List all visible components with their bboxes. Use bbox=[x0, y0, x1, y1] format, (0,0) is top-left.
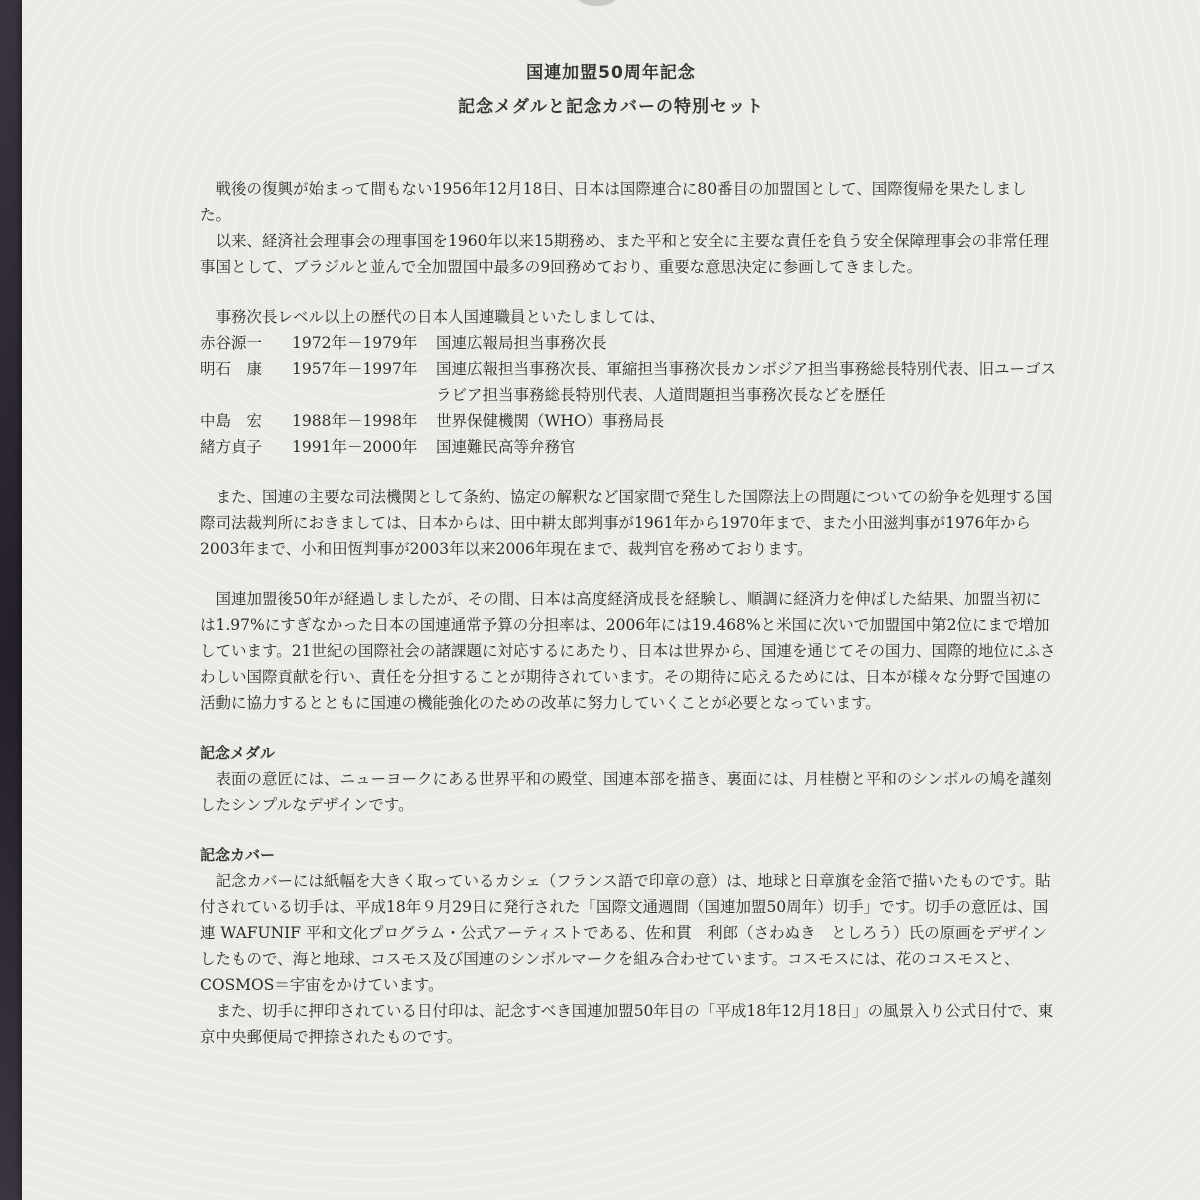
top-edge-mark bbox=[577, 0, 617, 6]
staff-years: 1991年－2000年 bbox=[292, 438, 418, 456]
medal-paragraph: 表面の意匠には、ニューヨークにある世界平和の殿堂、国連本部を描き、裏面には、月桂樹と平和のシンボルの鳩を謹刻したシンプルなデザインです。 bbox=[200, 770, 1052, 814]
staff-role: 国連広報局担当事務次長 bbox=[436, 334, 607, 352]
intro-paragraph-2: 以来、経済社会理事会の理事国を1960年以来15期務め、また平和と安全に主要な責任を負う安全保障理事会の非常任理事国として、ブラジルと並んで全加盟国中最多の9回務めており、重要な意思決定に参画してきました。 bbox=[200, 232, 1050, 276]
staff-years: 1988年－1998年 bbox=[292, 412, 418, 430]
title-line-1: 国連加盟50周年記念 bbox=[526, 63, 696, 83]
document-sheet bbox=[22, 0, 1200, 1200]
staff-years: 1957年－1997年 bbox=[292, 360, 418, 378]
staff-list bbox=[200, 330, 1056, 460]
staff-role: 国連広報担当事務次長、軍縮担当事務次長カンボジア担当事務総長特別代表、旧ユーゴスラビア担当事務総長特別代表、人道問題担当事務次長などを歴任 bbox=[436, 360, 1057, 404]
title-line-2: 記念メダルと記念カバーの特別セット bbox=[458, 97, 764, 117]
medal-heading: 記念メダル bbox=[200, 744, 276, 762]
staff-name: 赤谷源一 bbox=[200, 334, 263, 352]
staff-name: 緒方貞子 bbox=[200, 438, 263, 456]
court-paragraph: また、国連の主要な司法機関として条約、協定の解釈など国家間で発生した国際法上の問題についての紛争を処理する国際司法裁判所におきましては、日本からは、田中耕太郎判事が1961年から1970年まで、また小田滋判事が1976年から2003年まで、小和田恆判事が2003年以来2006年現在まで、裁判官を務めております。 bbox=[200, 488, 1053, 558]
staff-years: 1972年－1979年 bbox=[292, 334, 418, 352]
cover-heading: 記念カバー bbox=[200, 846, 276, 864]
intro-paragraph-1: 戦後の復興が始まって間もない1956年12月18日、日本は国際連合に80番目の加盟国として、国際復帰を果たしました。 bbox=[200, 180, 1027, 224]
document-body bbox=[200, 176, 1056, 1050]
staff-role: 国連難民高等弁務官 bbox=[436, 438, 576, 456]
staff-name: 明石 康 bbox=[200, 360, 263, 378]
staff-name: 中島 宏 bbox=[200, 412, 263, 430]
cover-paragraph-1: 記念カバーには紙幅を大きく取っているカシェ（フランス語で印章の意）は、地球と日章旗を金箔で描いたものです。貼付されている切手は、平成18年９月29日に発行された「国際文通週間（国連加盟50周年）切手」です。切手の意匠は、国連 WAFUNIF 平和文化プログラム・公式アーティストである、佐和貫 利郎（さわぬき としろう）氏の原画をデザインしたもので、海と地球、コスモス及び国連のシンボルマークを組み合わせています。コスモスには、花のコスモスと、COSMOS＝宇宙をかけています。 bbox=[200, 872, 1051, 994]
fifty-years-paragraph: 国連加盟後50年が経過しましたが、その間、日本は高度経済成長を経験し、順調に経済力を伸ばした結果、加盟当初には1.97%にすぎなかった日本の国連通常予算の分担率は、2006年には19.468%と米国に次いで加盟国中第2位にまで増加しています。21世紀の国際社会の諸課題に対応するにあたり、日本は世界から、国連を通じてその国力、国際的地位にふさわしい国際貢献を行い、責任を分担することが期待されています。その期待に応えるためには、日本が様々な分野で国連の活動に協力するとともに国連の機能強化のための改革に努力していくことが必要となっています。 bbox=[200, 590, 1056, 712]
cover-paragraph-2: また、切手に押印されている日付印は、記念すべき国連加盟50年目の「平成18年12月18日」の風景入り公式日付で、東京中央郵便局で押捺されたものです。 bbox=[200, 1002, 1054, 1046]
staff-role: 世界保健機関（WHO）事務局長 bbox=[436, 412, 665, 430]
staff-intro: 事務次長レベル以上の歴代の日本人国連職員といたしましては、 bbox=[215, 308, 666, 326]
